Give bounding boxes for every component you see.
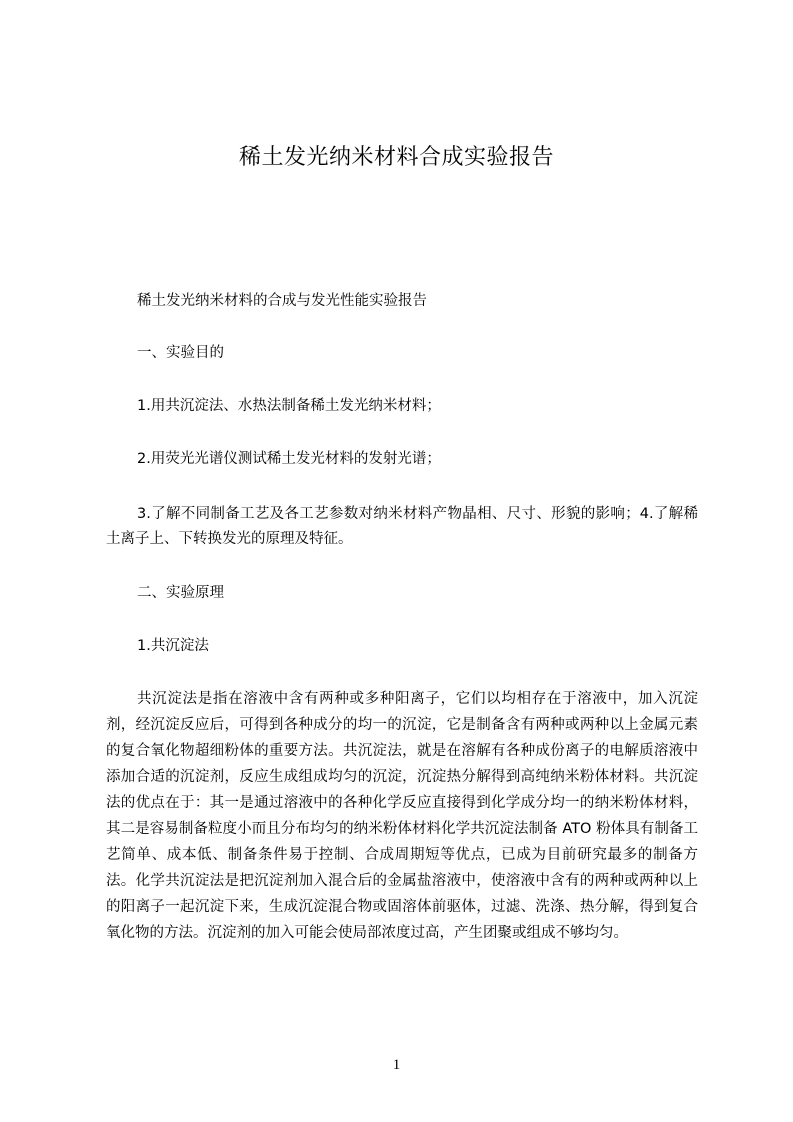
purpose-item-2: 2.用荧光光谱仪测试稀土发光材料的发射光谱； bbox=[137, 451, 441, 467]
document-title: 稀土发光纳米材料合成实验报告 bbox=[238, 145, 554, 170]
purpose-item-3: 3.了解不同制备工艺及各工艺参数对纳米材料产物晶相、尺寸、形貌的影响；4.了解稀土离子上、下转换发光的原理及特征。 bbox=[106, 506, 698, 547]
subsection-heading-coprecipitation: 1.共沉淀法 bbox=[137, 638, 209, 654]
coprecipitation-paragraph: 共沉淀法是指在溶液中含有两种或多种阳离子，它们以均相存在于溶液中，加入沉淀剂，经沉淀反应后，可得到各种成分的均一的沉淀，它是制备含有两种或两种以上金属元素的复合氧化物超细粉体的重要方法。共沉淀法，就是在溶解有各种成份离子的电解质溶液中添加合适的沉淀剂，反应生成组成均匀的沉淀，沉淀热分解得到高纯纳米粉体材料。共沉淀法的优点在于：其一是通过溶液中的各种化学反应直接得到化学成分均一的纳米粉体材料，其二是容易制备粒度小而且分布均匀的纳米粉体材料化学共沉淀法制备 ATO 粉体具有制备工艺简单、成本低、制备条件易于控制、合成周期短等优点，已成为目前研究最多的制备方法。化学共沉淀法是把沉淀剂加入混合后的金属盐溶液中，使溶液中含有的两种或两种以上的阳离子一起沉淀下来，生成沉淀混合物或固溶体前驱体，过滤、洗涤、热分解，得到复合氧化物的方法。沉淀剂的加入可能会使局部浓度过高，产生团聚或组成不够均匀。 bbox=[106, 691, 698, 941]
report-subtitle: 稀土发光纳米材料的合成与发光性能实验报告 bbox=[137, 293, 427, 309]
page-number: 1 bbox=[392, 1057, 401, 1073]
section-heading-purpose: 一、实验目的 bbox=[137, 345, 224, 361]
purpose-item-1: 1.用共沉淀法、水热法制备稀土发光纳米材料； bbox=[137, 398, 441, 414]
section-heading-principle: 二、实验原理 bbox=[137, 585, 224, 601]
